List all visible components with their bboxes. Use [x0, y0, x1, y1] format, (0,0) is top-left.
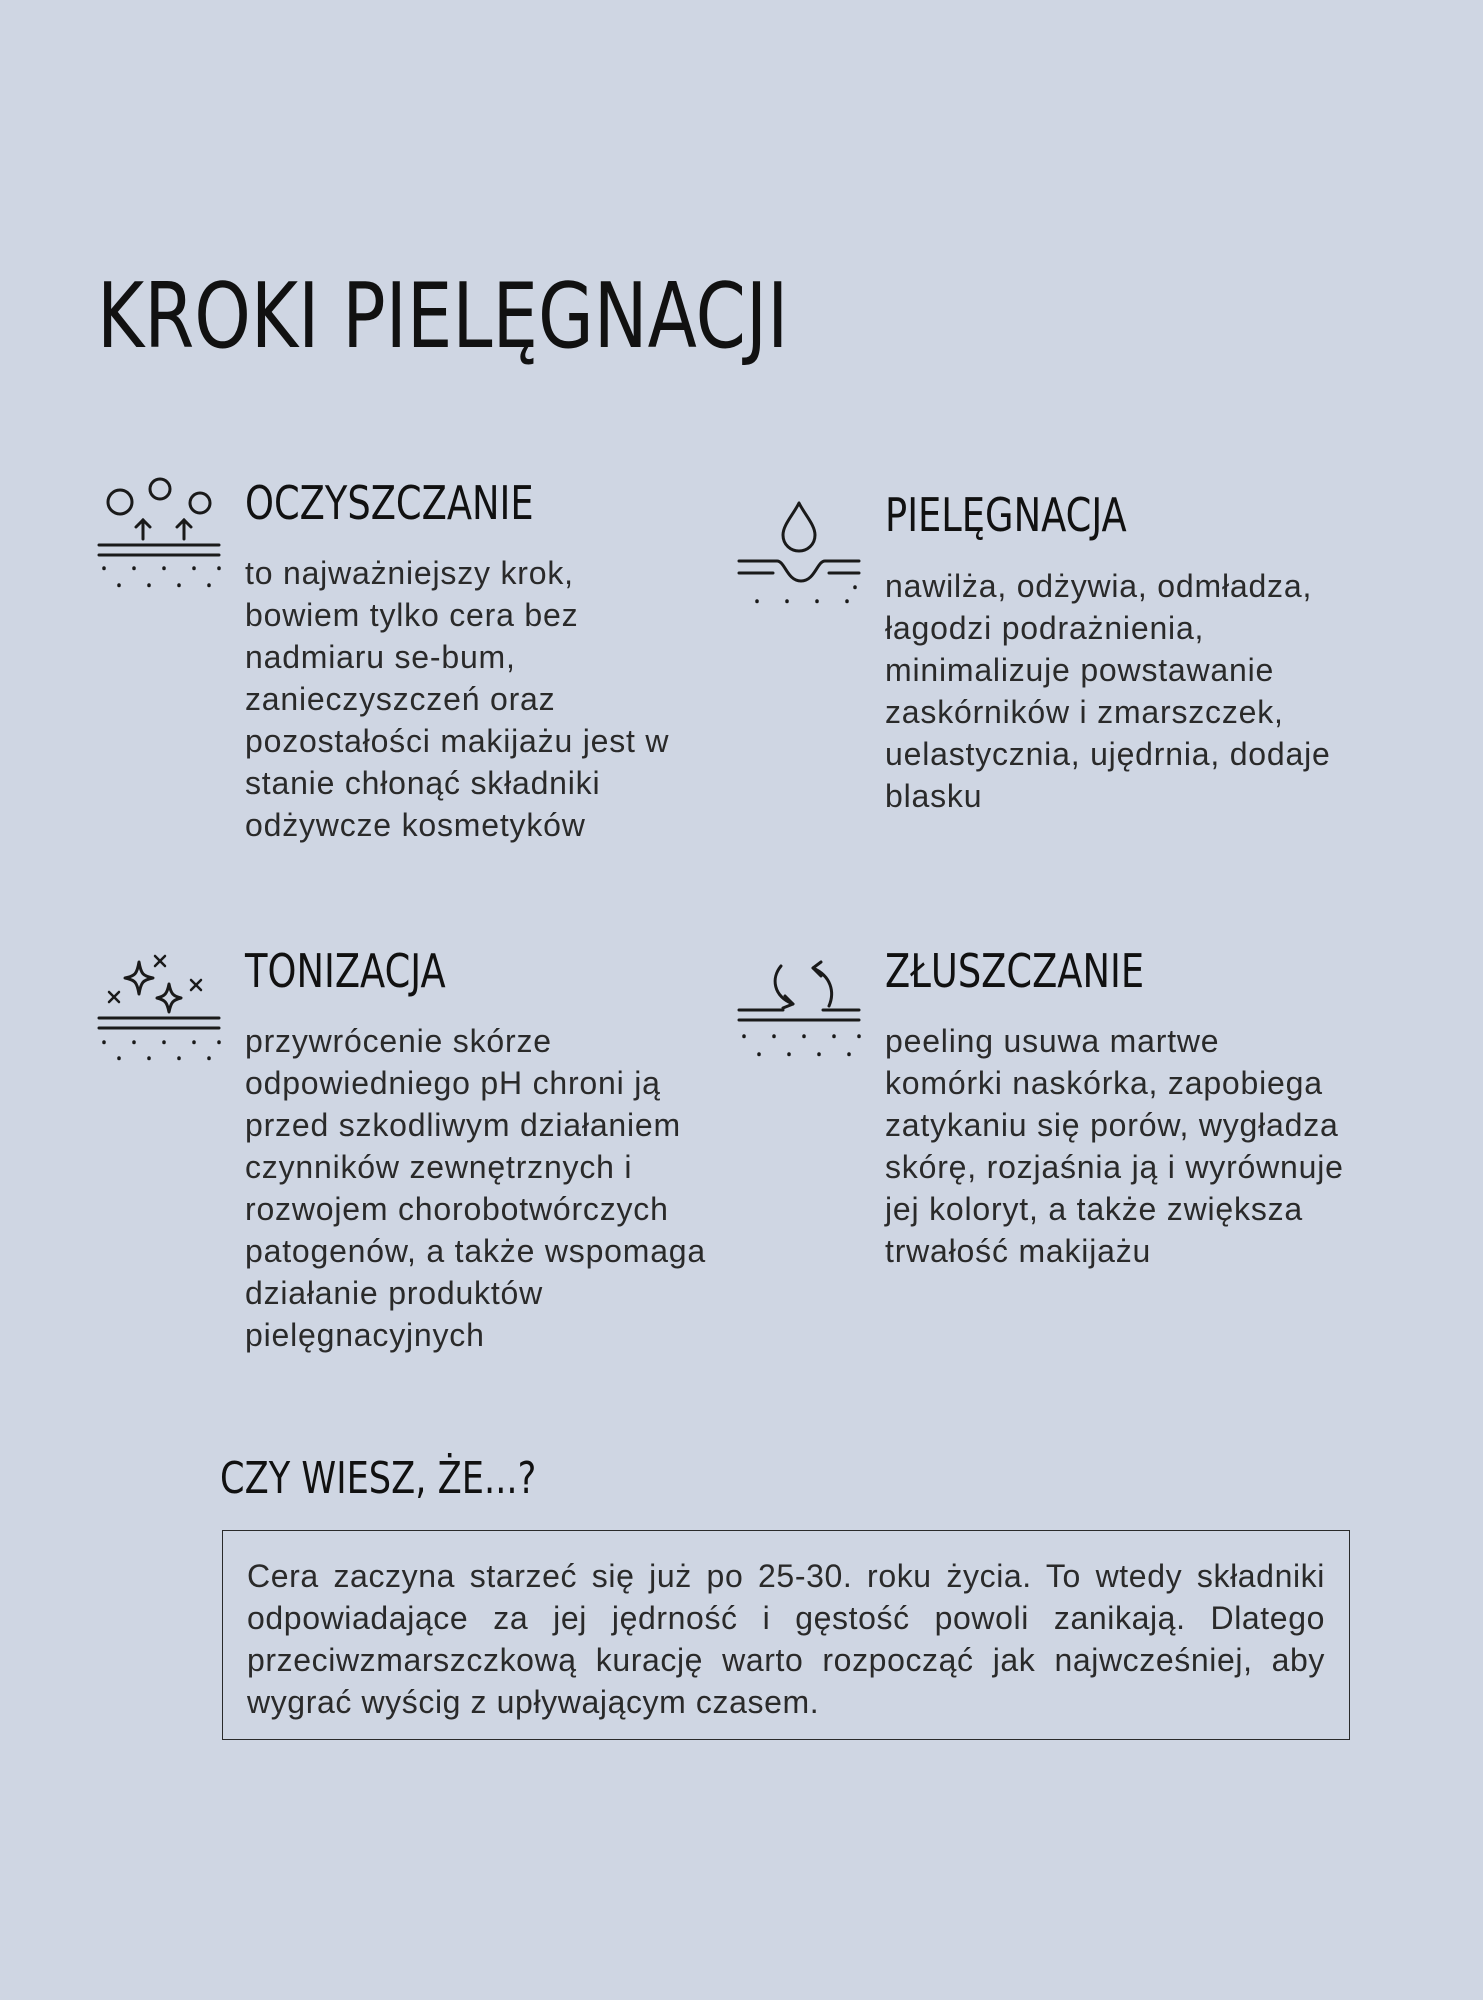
page-title: KROKI PIELĘGNACJI: [97, 264, 789, 369]
water-drop-skin-icon: [737, 495, 867, 615]
step-description: przywrócenie skórze odpowiedniego pH chroni ją przed szkodliwym działaniem czynników zewnętrznych i rozwojem chorobotwórczych patogenów, a także wspomaga działanie produktów pielęgnacyjnych: [245, 1023, 707, 1353]
step-description: to najważniejszy krok, bowiem tylko cera bez nadmiaru se-bum, zanieczyszczeń oraz pozostałości makijażu jest w stanie chłonąć składniki odżywcze kosmetyków: [245, 555, 670, 843]
fact-box: [222, 1530, 1350, 1740]
step-description: nawilża, odżywia, odmładza, łagodzi podrażnienia, minimalizuje powstawanie zaskórników i zmarszczek, uelastycznia, ujędrnia, dodaje blasku: [885, 568, 1331, 814]
sparkles-skin-icon: [97, 950, 227, 1070]
step-title: ZŁUSZCZANIE: [885, 944, 1145, 998]
cleansing-bubbles-icon: [97, 475, 227, 595]
step-description: peeling usuwa martwe komórki naskórka, zapobiega zatykaniu się porów, wygładza skórę, rozjaśnia ją i wyrównuje jej koloryt, a także zwiększa trwałość makijażu: [885, 1023, 1344, 1269]
step-title: PIELĘGNACJA: [885, 488, 1127, 542]
step-title: OCZYSZCZANIE: [245, 476, 534, 530]
step-title: TONIZACJA: [245, 944, 446, 998]
fact-text: Cera zaczyna starzeć się już po 25-30. roku życia. To wtedy składniki odpowiadające za jej jędrność i gęstość powoli zanikają. Dlatego przeciwzmarszczkową kurację warto rozpocząć jak najwcześniej, aby wygrać wyścig z upływającym czasem.: [247, 1558, 1325, 1720]
exfoliation-arrows-icon: [737, 950, 867, 1070]
fact-title: CZY WIESZ, ŻE...?: [220, 1453, 537, 1504]
